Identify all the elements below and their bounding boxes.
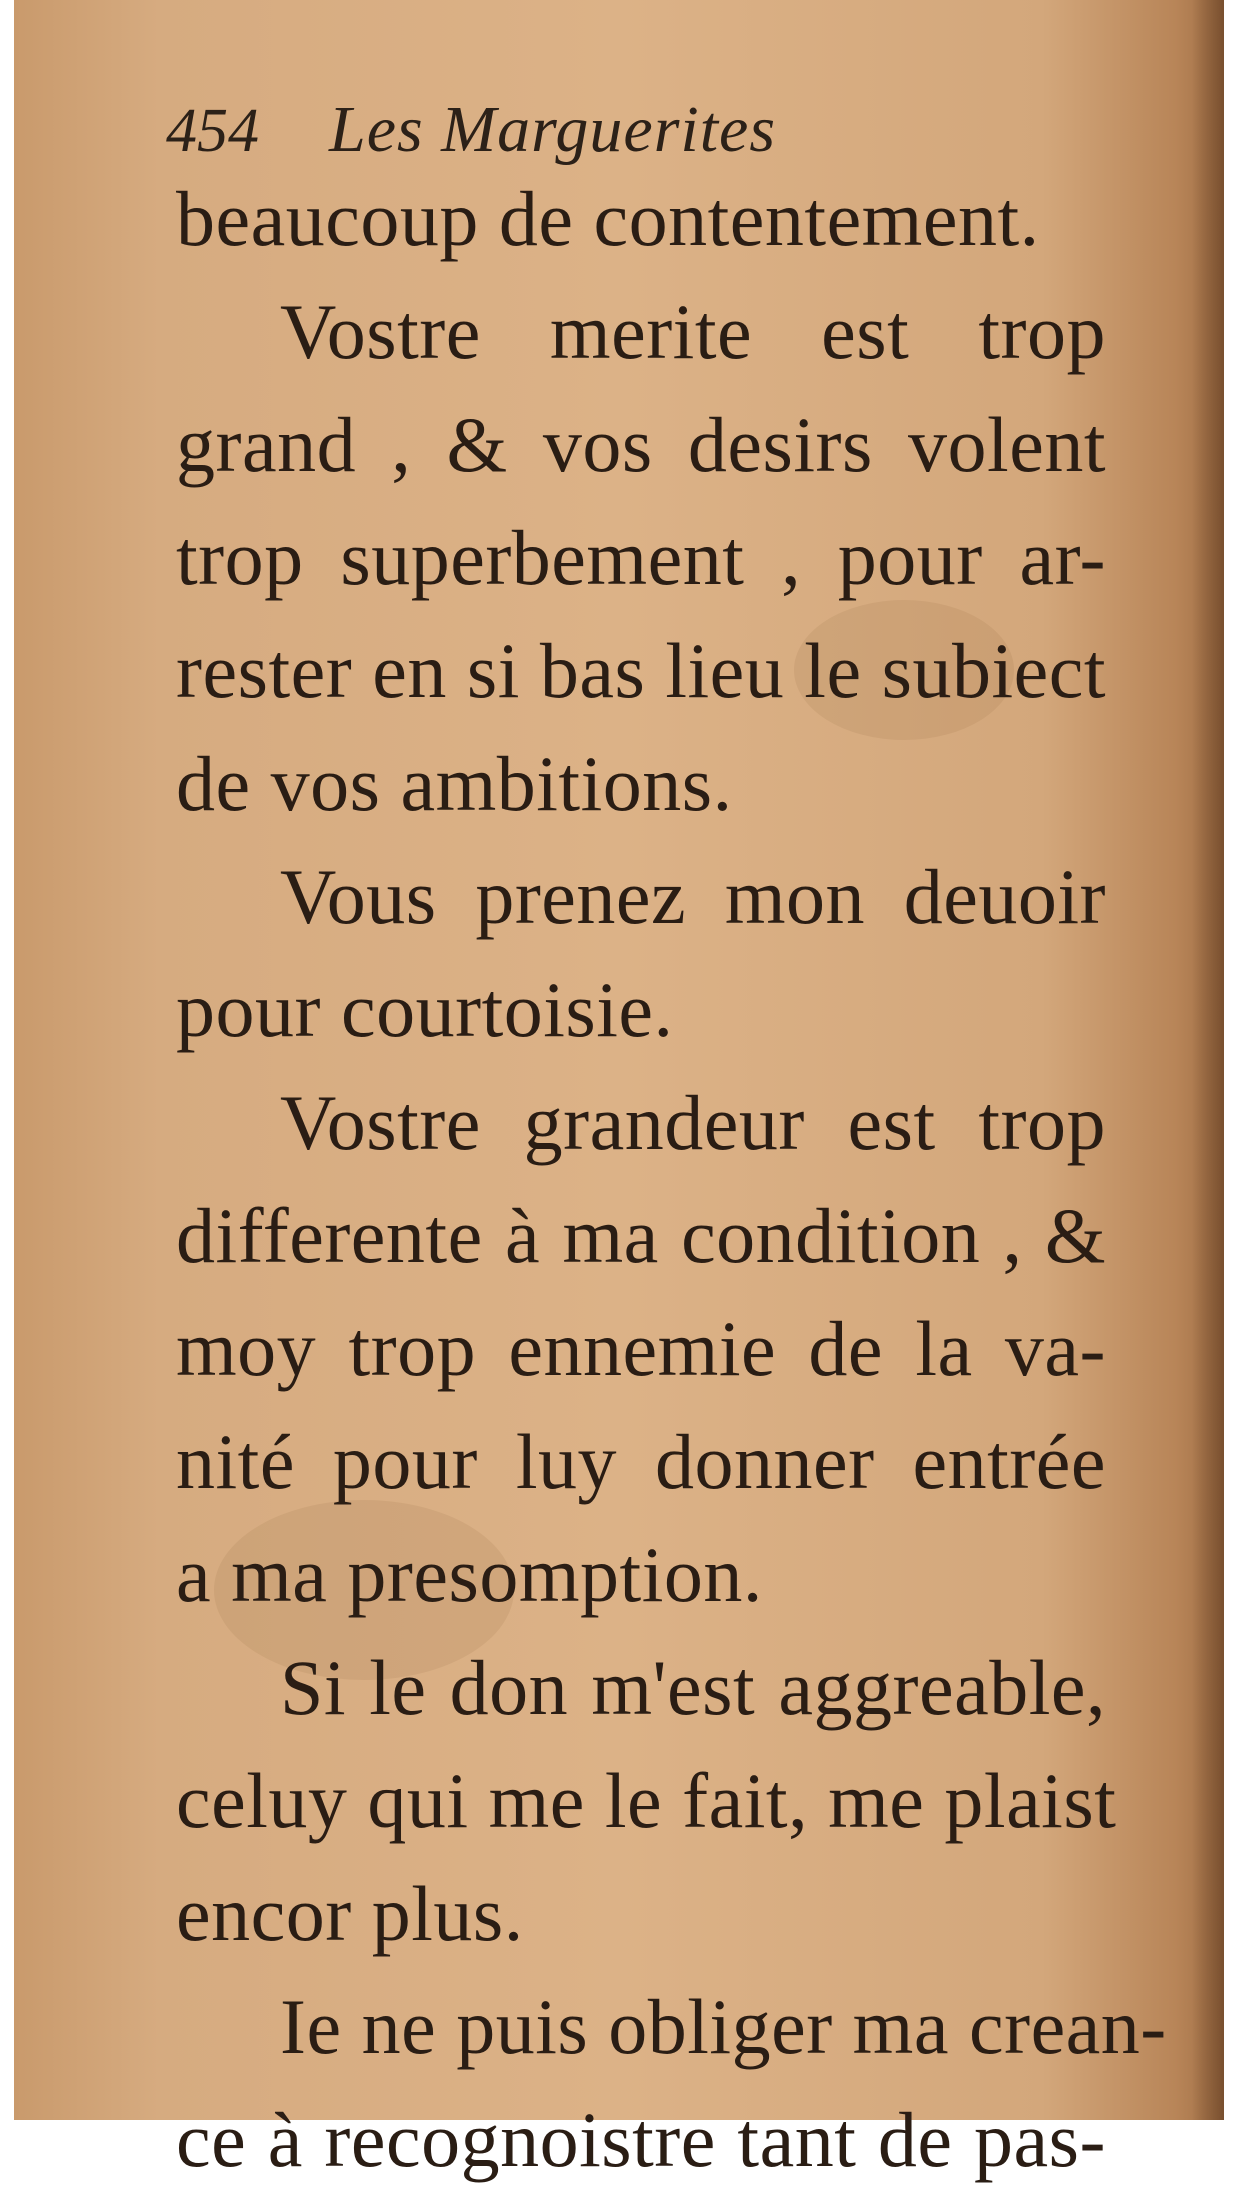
text-line: differente à ma condition , &: [176, 1192, 1106, 1279]
text-line: Vous prenez mon deuoir: [280, 853, 1106, 940]
running-title: Les Marguerites: [329, 93, 777, 166]
text-line: celuy qui me le fait, me plaist: [176, 1757, 1117, 1844]
text-line: beaucoup de contentement.: [176, 175, 1040, 262]
text-line: pour courtoisie.: [176, 966, 674, 1053]
text-line: grand , & vos desirs volent: [176, 401, 1106, 488]
text-line: de vos ambitions.: [176, 740, 733, 827]
text-line: Vostre merite est trop: [280, 288, 1106, 375]
text-line: Ie ne puis obliger ma crean-: [280, 1983, 1167, 2070]
text-line: trop superbement , pour ar-: [176, 514, 1106, 601]
page-number: 454: [166, 97, 259, 165]
text-line: moy trop ennemie de la va-: [176, 1305, 1106, 1392]
text-line: nité pour luy donner entrée: [176, 1418, 1106, 1505]
text-line: rester en si bas lieu le subiect: [176, 627, 1107, 714]
text-line: encor plus.: [176, 1870, 524, 1957]
text-line: Si le don m'est aggreable,: [280, 1644, 1106, 1731]
page-body-text: [176, 162, 1167, 2196]
book-page: [14, 0, 1224, 2183]
text-line: a ma presomption.: [176, 1531, 763, 1618]
text-line: Vostre grandeur est trop: [280, 1079, 1106, 1166]
text-line: ce à recognoistre tant de pas-: [176, 2096, 1106, 2183]
